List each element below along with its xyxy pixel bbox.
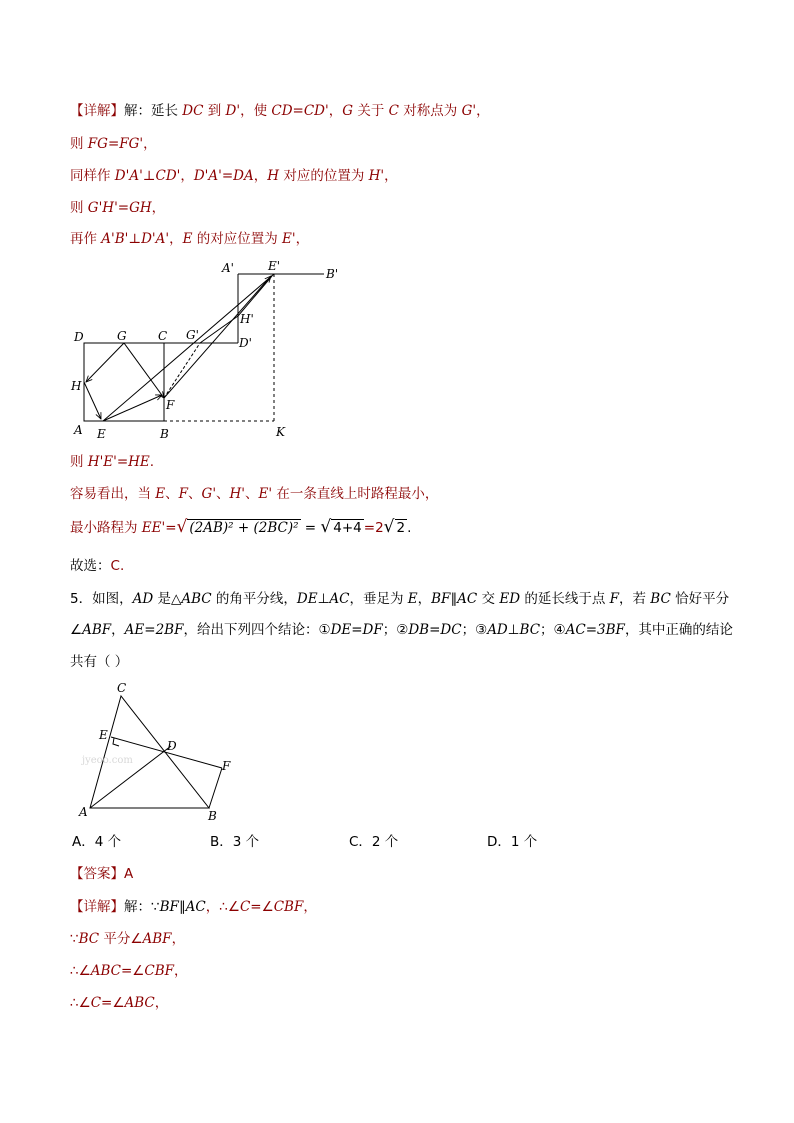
detail2-line4: ∴∠C=∠ABC， <box>70 995 169 1011</box>
label-g-prime: G' <box>186 328 199 342</box>
q5-line3: 共有（ ） <box>70 654 129 670</box>
path-e-f <box>103 395 162 421</box>
detail-tag: 【详解】 <box>70 899 124 915</box>
path-f-ep <box>164 276 271 398</box>
dashed-f-gp <box>164 343 200 398</box>
label-e: E <box>97 427 106 441</box>
watermark: jyeoo.com <box>82 755 133 766</box>
label-a2: A <box>79 805 88 819</box>
radicand-3: 2 <box>396 520 406 536</box>
after-fig-line2: 容易看出，当 E、F、G'、H'、E' 在一条直线上时路程最小， <box>70 486 439 502</box>
label-d-prime: D' <box>239 336 252 350</box>
label-c2: C <box>117 681 127 695</box>
path-g-h <box>86 343 124 382</box>
detail1-line1: 【详解】解：延长 DC 到 D'，使 CD=CD'，G 关于 C 对称点为 G'， <box>70 103 490 119</box>
path-h-e <box>84 382 101 419</box>
label-c: C <box>158 329 168 343</box>
detail2-line2: ∵BC 平分∠ABF， <box>70 931 186 947</box>
detail1-line5: 再作 A'B'⊥D'A'，E 的对应位置为 E'， <box>70 231 310 247</box>
path-g-f <box>124 343 164 398</box>
radicand-1: (2AB)² + (2BC)² <box>189 520 299 536</box>
option-b[interactable]: B．3 个 <box>210 834 260 850</box>
label-a: A <box>74 423 83 437</box>
label-d: D <box>74 330 84 344</box>
answer-line <box>70 864 133 884</box>
option-a[interactable]: A．4 个 <box>72 834 122 850</box>
option-d[interactable]: D．1 个 <box>487 834 538 850</box>
question-number: 5． <box>70 591 93 607</box>
detail1-line3: 同样作 D'A'⊥CD'，D'A'=DA，H 对应的位置为 H'， <box>70 168 398 184</box>
triangle-abc <box>90 696 209 808</box>
label-a-prime: A' <box>222 261 234 275</box>
segment-hp-ep <box>238 276 272 316</box>
label-e-prime: E' <box>268 259 281 273</box>
answer-tag: 【答案】 <box>70 866 124 882</box>
label-h: H <box>71 379 82 393</box>
label-e2: E <box>99 728 108 742</box>
detail1-line4: 则 G'H'=GH， <box>70 200 166 216</box>
choice-line: 故选：C. <box>70 558 125 574</box>
detail-tag: 【详解】 <box>70 103 124 119</box>
label-f2: F <box>222 759 231 773</box>
q5-line1: 5．如图，AD 是△ABC 的角平分线，DE⊥AC，垂足为 E，BF∥AC 交 ED 的延长线于点 F，若 BC 恰好平分 <box>70 591 730 607</box>
option-c[interactable]: C．2 个 <box>349 834 399 850</box>
reflection-figure <box>60 255 360 445</box>
min-distance-formula: 最小路程为 EE'=√ (2AB)² + (2BC)² = √ 4+4 =2√ 2 . <box>70 517 412 537</box>
label-g: G <box>117 329 127 343</box>
segment-bf <box>209 768 222 808</box>
label-b: B <box>160 427 169 441</box>
q5-line2: ∠ABF，AE=2BF，给出下列四个结论：①DE=DF；②DB=DC；③AD⊥BC；④AC=3BF，其中正确的结论 <box>70 622 733 638</box>
after-fig-line1: 则 H'E'=HE. <box>70 454 155 470</box>
detail2-line1: 【详解】解：∵BF∥AC，∴∠C=∠CBF， <box>70 899 317 915</box>
detail1-line2: 则 FG=FG'， <box>70 136 157 152</box>
label-b2: B <box>208 809 217 823</box>
label-f: F <box>166 398 175 412</box>
label-d2: D <box>167 739 177 753</box>
label-b-prime: B' <box>326 267 339 281</box>
detail2-line3: ∴∠ABC=∠CBF， <box>70 963 188 979</box>
radicand-2: 4+4 <box>333 520 362 536</box>
label-k: K <box>276 425 285 439</box>
label-h-prime: H' <box>240 312 254 326</box>
answer-value: A <box>124 866 134 882</box>
triangle-figure <box>70 676 250 826</box>
